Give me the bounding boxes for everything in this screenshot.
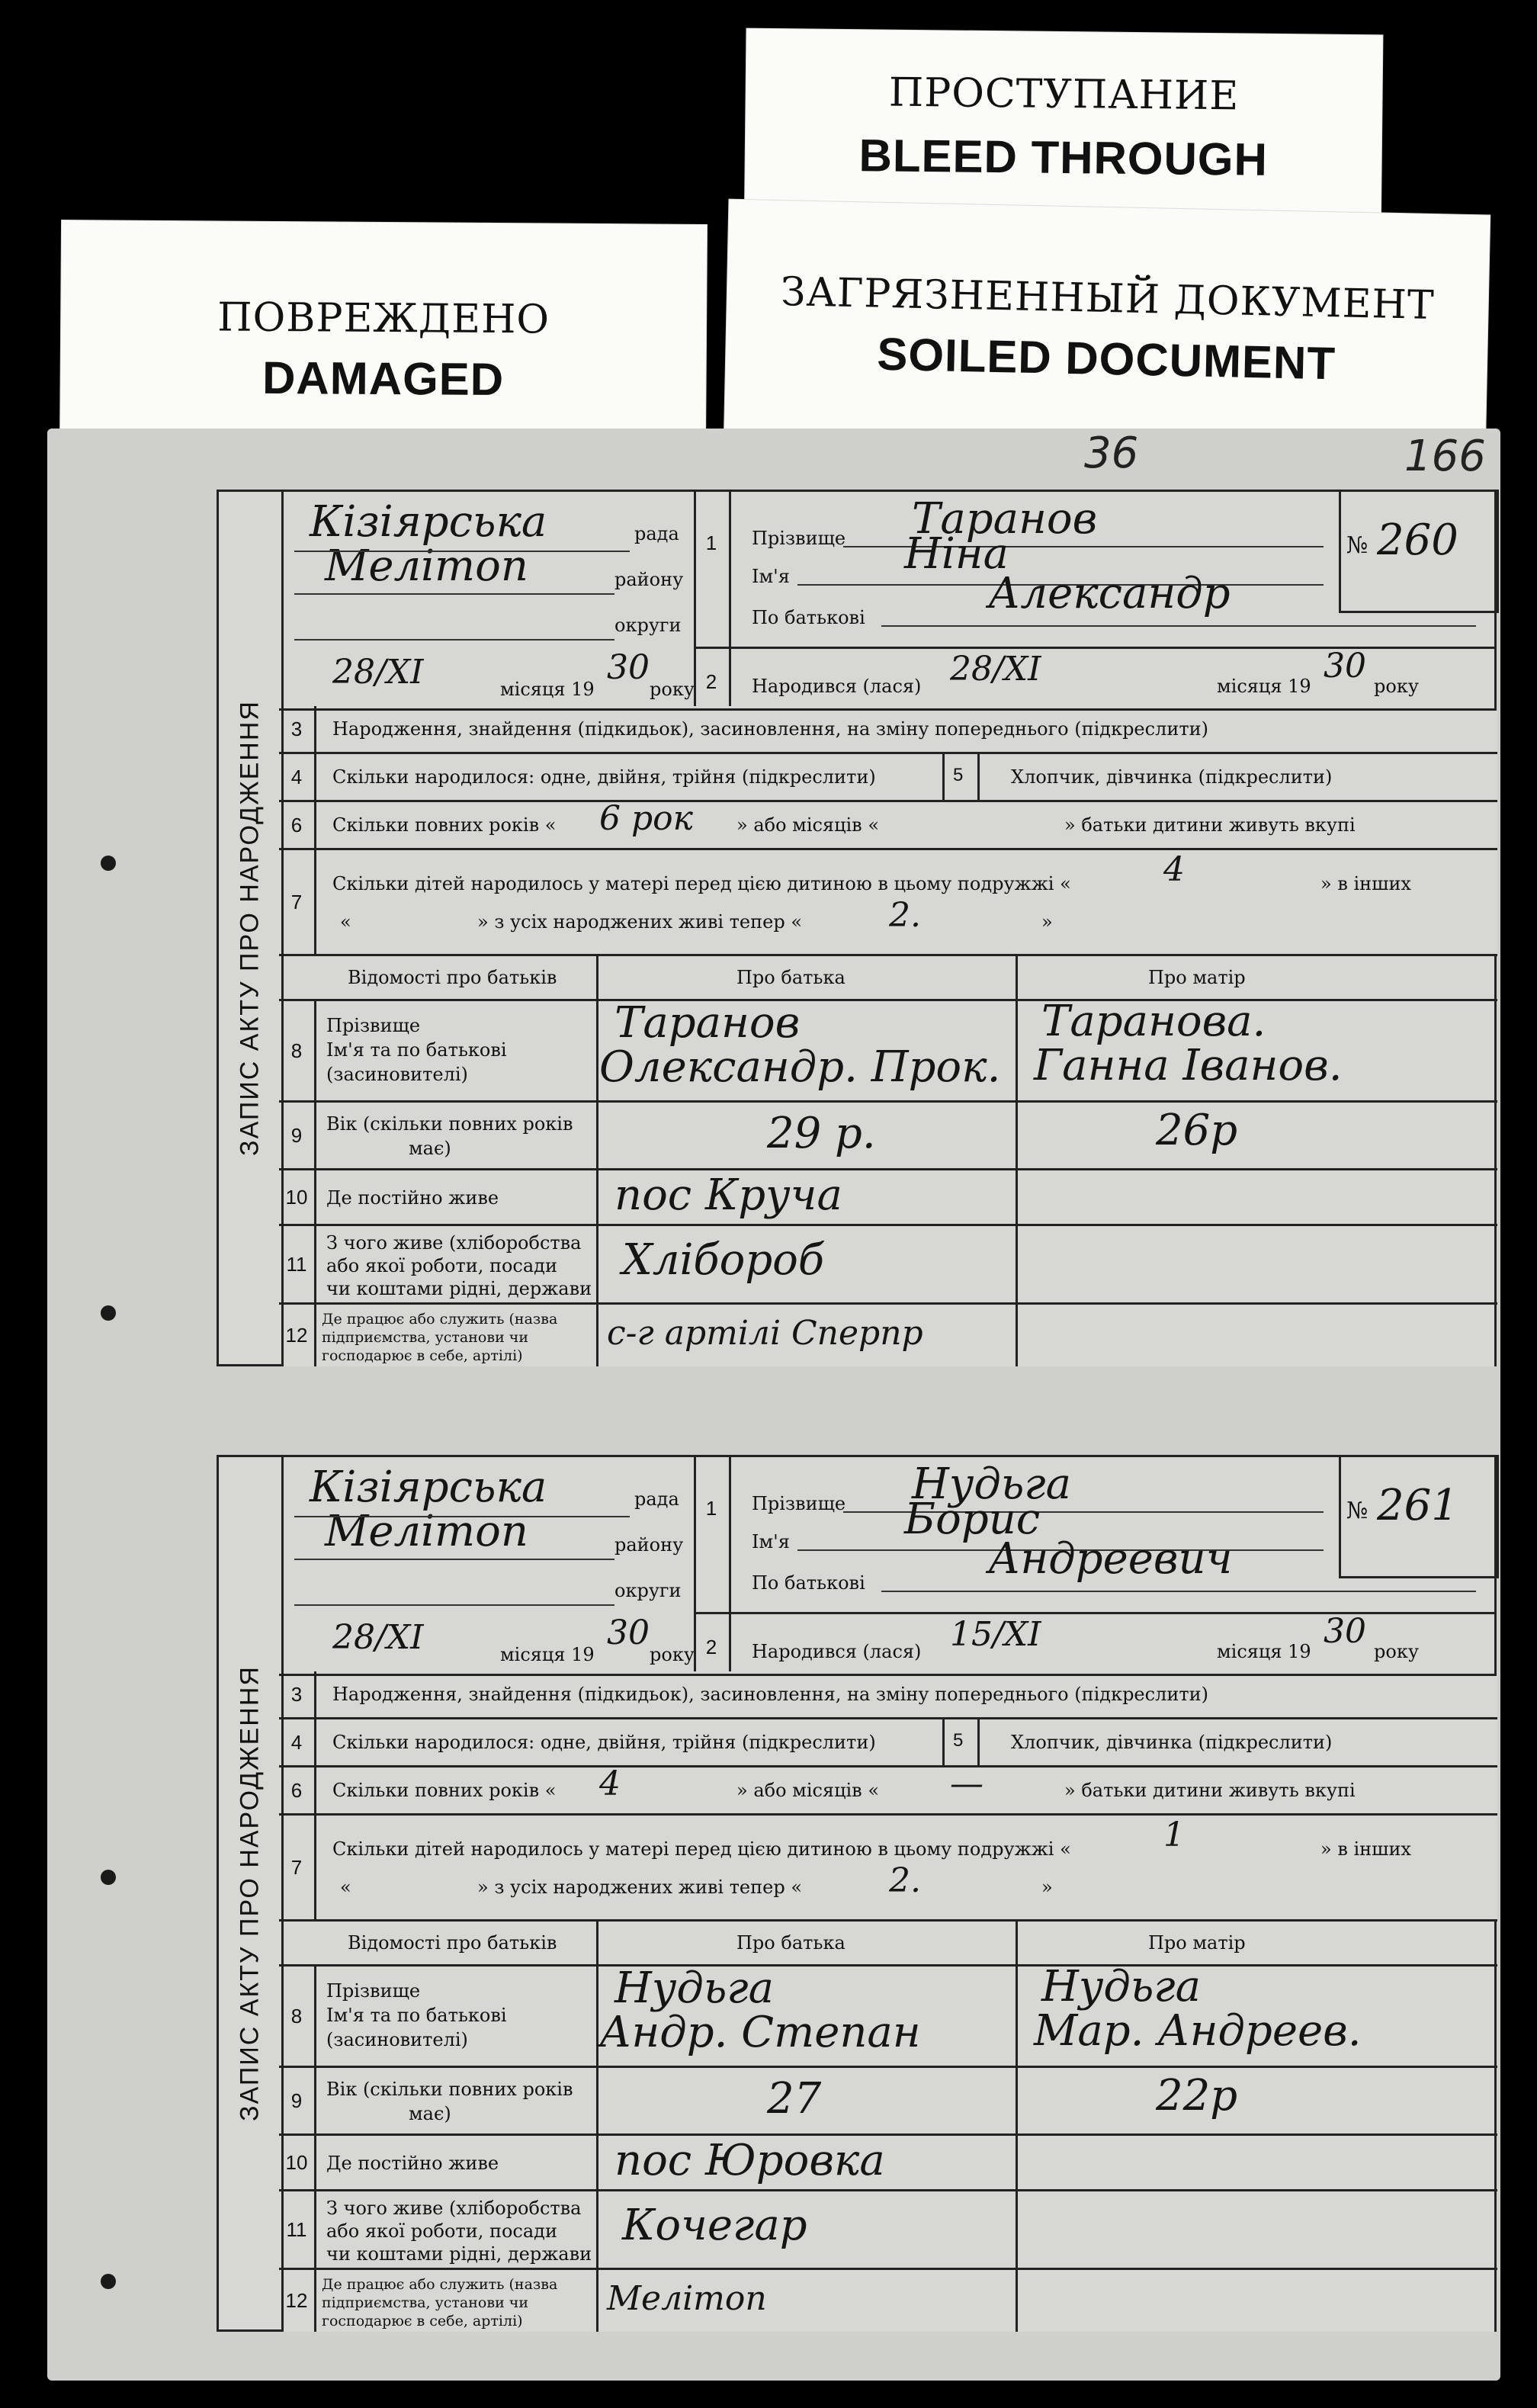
row6-months-value: — <box>950 1764 983 1803</box>
header-father: Про батька <box>736 967 846 988</box>
handwritten-page-36: 36 <box>1084 429 1139 478</box>
mother-name: Мар. Андреев. <box>1034 2006 1362 2056</box>
row7-living-label: » з усіх народжених живі тепер « <box>477 911 803 933</box>
record-year-value: 30 <box>607 648 650 687</box>
row8-surname-label: Прізвище <box>326 1980 421 2002</box>
row6-together-label: » батьки дитини живуть вкупі <box>1064 814 1356 836</box>
header-father: Про батька <box>736 1932 846 1954</box>
register-page <box>47 429 1500 2381</box>
father-occupation: Хлібороб <box>622 1235 825 1285</box>
father-work: с-г артілі Сперпр <box>607 1314 923 1353</box>
born-label: Народився (лася) <box>752 1641 922 1662</box>
row8-surname-label: Прізвище <box>326 1015 421 1036</box>
mother-surname: Нудьга <box>1041 1962 1201 2011</box>
born-year-label: року <box>1374 1641 1419 1662</box>
sidebar-title: ЗАПИС АКТУ ПРО НАРОДЖЕННЯ <box>235 1665 265 2121</box>
okrug-label: округи <box>614 1580 682 1601</box>
row7-text: Скільки дітей народилось у матері перед цією дитиною в цьому подружжі « <box>332 1838 1071 1860</box>
mother-surname: Таранова. <box>1041 997 1266 1046</box>
row6-years-label: Скільки повних років « <box>332 814 557 836</box>
patronymic-value: Андреевич <box>988 1534 1233 1584</box>
mother-age: 22р <box>1156 2071 1238 2121</box>
damaged-label-en: DAMAGED <box>262 352 505 406</box>
record-sidebar <box>217 490 284 1366</box>
mother-age: 26р <box>1156 1106 1238 1155</box>
row7-other-label: » в інших <box>1320 1838 1411 1860</box>
name-value: Борис <box>904 1495 1041 1544</box>
year-label: року <box>650 1644 695 1665</box>
row6-months-label: » або місяців « <box>736 814 880 836</box>
mother-name: Ганна Іванов. <box>1034 1041 1343 1090</box>
patronymic-label: По батькові <box>752 1572 865 1594</box>
surname-value: Нудьга <box>912 1459 1071 1509</box>
soiled-document-label <box>724 200 1490 460</box>
surname-value: Таранов <box>912 494 1098 544</box>
born-month-label: місяця 19 <box>1217 1641 1311 1662</box>
father-occupation: Кочегар <box>622 2201 807 2250</box>
row11-occupation-label: З чого живе (хліборобства <box>326 2198 582 2219</box>
patronymic-label: По батькові <box>752 607 865 628</box>
record-number: 260 <box>1377 515 1458 565</box>
born-year-value: 30 <box>1324 1612 1366 1651</box>
born-date-value: 28/XI <box>950 650 1041 689</box>
record-year-value: 30 <box>607 1613 650 1652</box>
row5-text: Хлопчик, дівчинка (підкреслити) <box>1011 1732 1333 1753</box>
handwritten-page-166: 166 <box>1404 432 1486 481</box>
surname-label: Прізвище <box>752 1493 846 1514</box>
name-label: Ім'я <box>752 1531 790 1552</box>
born-label: Народився (лася) <box>752 676 922 697</box>
row7-living-label: » з усіх народжених живі тепер « <box>477 1877 803 1898</box>
born-month-label: місяця 19 <box>1217 676 1311 697</box>
month-label: місяця 19 <box>500 1644 595 1665</box>
year-label: року <box>650 679 695 700</box>
birth-record <box>217 1455 1497 2332</box>
row7-children-value: 4 <box>1163 850 1185 889</box>
rada-label: рада <box>634 523 679 544</box>
rada-value: Кізіярська <box>310 497 547 547</box>
row9-age-label: Вік (скільки повних років <box>326 2079 573 2100</box>
father-age: 27 <box>767 2074 822 2124</box>
soiled-label-en: SOILED DOCUMENT <box>876 328 1336 390</box>
raion-value: Мелітоп <box>325 541 528 591</box>
damaged-label <box>60 220 707 454</box>
raion-value: Мелітоп <box>325 1507 528 1556</box>
row6-years-value: 4 <box>599 1764 621 1803</box>
header-mother: Про матір <box>1148 1932 1246 1954</box>
number-prefix: № <box>1346 532 1369 559</box>
row3-text: Народження, знайдення (підкидьок), засиновлення, на зміну попереднього (підкреслити) <box>332 718 1208 740</box>
row12-work-label: Де працює або служить (назва <box>322 1311 558 1328</box>
bleed-label-ru: ПРОСТУПАНИЕ <box>888 69 1240 120</box>
father-surname: Таранов <box>614 998 801 1048</box>
row5-text: Хлопчик, дівчинка (підкреслити) <box>1011 766 1333 788</box>
record-date-value: 28/XI <box>332 1618 424 1657</box>
damaged-label-ru: ПОВРЕЖДЕНО <box>217 294 550 343</box>
patronymic-value: Александр <box>988 569 1231 618</box>
row3-text: Народження, знайдення (підкидьок), засиновлення, на зміну попереднього (підкреслити) <box>332 1684 1208 1705</box>
row7-living-value: 2. <box>889 896 921 935</box>
father-surname: Нудьга <box>614 1963 774 2013</box>
row6-months-label: » або місяців « <box>736 1780 880 1801</box>
name-label: Ім'я <box>752 566 790 587</box>
row7-text: Скільки дітей народилось у матері перед цією дитиною в цьому подружжі « <box>332 873 1071 894</box>
row6-together-label: » батьки дитини живуть вкупі <box>1064 1780 1356 1801</box>
header-parents-info: Відомості про батьків <box>348 1932 557 1954</box>
month-label: місяця 19 <box>500 679 595 700</box>
born-year-label: року <box>1374 676 1419 697</box>
born-date-value: 15/XI <box>950 1615 1041 1654</box>
rada-label: рада <box>634 1488 679 1510</box>
raion-label: району <box>614 569 684 590</box>
row4-text: Скільки народилося: одне, двійня, трійня (підкреслити) <box>332 1732 876 1753</box>
row6-years-label: Скільки повних років « <box>332 1780 557 1801</box>
raion-label: району <box>614 1534 684 1556</box>
father-name: Олександр. Прок. <box>599 1042 1001 1092</box>
header-mother: Про матір <box>1148 967 1246 988</box>
father-work: Мелітоп <box>607 2279 767 2318</box>
row11-occupation-label: З чого живе (хліборобства <box>326 1232 582 1254</box>
father-name: Андр. Степан <box>599 2008 921 2057</box>
number-prefix: № <box>1346 1498 1369 1524</box>
row4-text: Скільки народилося: одне, двійня, трійня (підкреслити) <box>332 766 876 788</box>
row7-children-value: 1 <box>1163 1816 1185 1854</box>
birth-record <box>217 490 1497 1366</box>
rada-value: Кізіярська <box>310 1462 547 1512</box>
row10-residence-label: Де постійно живе <box>326 2153 499 2174</box>
row7-living-value: 2. <box>889 1861 921 1900</box>
record-sidebar <box>217 1455 284 2332</box>
soiled-label-ru: ЗАГРЯЗНЕННЫЙ ДОКУМЕНТ <box>780 269 1436 329</box>
father-residence: пос Юровка <box>614 2136 885 2185</box>
record-grid: Кізіярська рада Мелітоп району округи 28/XI місяця 19 30 року 1 2 Прізвище Таранов Ім'я Ніна По батькові Александр № 260 Народився (лася) 28/XI місяця 19 30 року 3 Народження, знайдення (підкидьок), засиновлення, на зміну попереднього (підкреслити) 4 Скільки народилося: одне, двійня, трійня (підкреслити) 5 Хлопчик, дівчинка (підкреслити) 6 Скільки повних років « 6 рок » або місяців « » батьки дитини живуть вкупі 7 Скільки дітей народилось у матері перед цією дитиною в цьому подружжі « 4 » в інших « » з усіх народжених живі тепер « 2. » Відомості про батьків Про батька Про матір 8 Прізвище Ім'я та по батькові (засиновителі) Таранов Олександр. Прок. Таранова. Ганна Іванов. 9 Вік (скільки повних років має) 29 р. 26р 10 Де постійно живе пос Круча 11 З чого живе (хліборобства або якої роботи, посади чи коштами рідні, держави Хлібороб 12 Де працює або служить (назва підприємства, установи чи господарює в себе, артілі) с-г артілі Сперпр <box>279 490 1497 1366</box>
okrug-label: округи <box>614 615 682 636</box>
father-age: 29 р. <box>767 1109 876 1158</box>
born-year-value: 30 <box>1324 647 1366 685</box>
row6-years-value: 6 рок <box>599 799 693 838</box>
record-grid: Кізіярська рада Мелітоп району округи 28/XI місяця 19 30 року 1 2 Прізвище Нудьга Ім'я Борис По батькові Андреевич № 261 Народився (лася) 15/XI місяця 19 30 року 3 Народження, знайдення (підкидьок), засиновлення, на зміну попереднього (підкреслити) 4 Скільки народилося: одне, двійня, трійня (підкреслити) 5 Хлопчик, дівчинка (підкреслити) 6 Скільки повних років « 4 » або місяців « — » батьки дитини живуть вкупі 7 Скільки дітей народилось у матері перед цією дитиною в цьому подружжі « 1 » в інших « » з усіх народжених живі тепер « 2. » Відомості про батьків Про батька Про матір 8 Прізвище Ім'я та по батькові (засиновителі) Нудьга Андр. Степан Нудьга Мар. Андреев. 9 Вік (скільки повних років має) 27 22р 10 Де постійно живе пос Юровка 11 З чого живе (хліборобства або якої роботи, посади чи коштами рідні, держави Кочегар 12 Де працює або служить (назва підприємства, установи чи господарює в себе, артілі) Мелітоп <box>279 1455 1497 2332</box>
row9-age-label: Вік (скільки повних років <box>326 1113 573 1135</box>
record-date-value: 28/XI <box>332 653 424 692</box>
sidebar-title: ЗАПИС АКТУ ПРО НАРОДЖЕННЯ <box>235 700 265 1156</box>
row7-other-label: » в інших <box>1320 873 1411 894</box>
father-residence: пос Круча <box>614 1170 842 1220</box>
record-number: 261 <box>1377 1481 1458 1530</box>
header-parents-info: Відомості про батьків <box>348 967 557 988</box>
surname-label: Прізвище <box>752 528 846 549</box>
row12-work-label: Де працює або служить (назва <box>322 2276 558 2293</box>
name-value: Ніна <box>904 529 1009 579</box>
row10-residence-label: Де постійно живе <box>326 1187 499 1209</box>
bleed-label-en: BLEED THROUGH <box>858 130 1269 185</box>
